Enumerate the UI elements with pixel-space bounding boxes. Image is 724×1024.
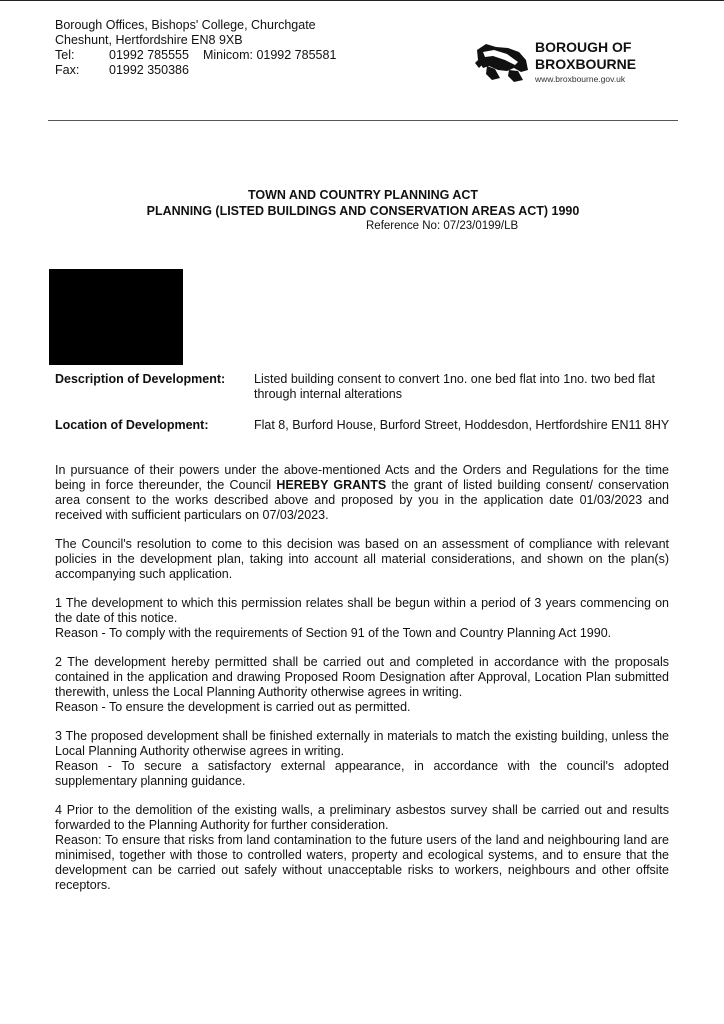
tel-label: Tel: bbox=[55, 48, 75, 62]
fax-value: 01992 350386 bbox=[109, 63, 189, 77]
borough-logo bbox=[474, 36, 674, 90]
condition-1 bbox=[55, 596, 669, 641]
address-line-2: Cheshunt, Hertfordshire EN8 9XB bbox=[55, 33, 243, 47]
fax-row bbox=[55, 63, 336, 78]
description-value: Listed building consent to convert 1no. one bed flat into 1no. two bed flat through internal alterations bbox=[254, 372, 655, 401]
minicom-value: 01992 785581 bbox=[256, 48, 337, 62]
tel-value: 01992 785555 bbox=[109, 48, 189, 62]
badger-logo-icon bbox=[474, 38, 530, 86]
condition-text: 2 The development hereby permitted shall be carried out and completed in accordance with the proposals contained in the application and drawing Proposed Room Designation after Approval, Location Plan submitted therewith, unless the Local Planning Authority otherwise agrees in writing. bbox=[55, 655, 669, 699]
condition-reason: Reason: To ensure that risks from land contamination to the future users of the land and neighbouring land are minimised, together with those to controlled waters, property and ecological systems, and to ensure that the development can be carried out safely without unacceptable risks to workers, neighbours and other offsite receptors. bbox=[55, 833, 669, 892]
hereby-grants-text: HEREBY GRANTS bbox=[276, 478, 387, 492]
borough-name-line-1: BOROUGH OF bbox=[535, 39, 632, 55]
condition-reason: Reason - To secure a satisfactory external appearance, in accordance with the council's adopted supplementary planning guidance. bbox=[55, 759, 669, 788]
condition-text: 3 The proposed development shall be finished externally in materials to match the existing building, unless the Local Planning Authority otherwise agrees in writing. bbox=[55, 729, 669, 758]
minicom-label: Minicom: bbox=[202, 48, 253, 62]
fax-label: Fax: bbox=[55, 63, 80, 77]
grant-paragraph bbox=[55, 463, 669, 523]
location-value: Flat 8, Burford House, Burford Street, Hoddesdon, Hertfordshire EN11 8HY bbox=[254, 418, 670, 432]
address-line-1: Borough Offices, Bishops' College, Churchgate bbox=[55, 18, 316, 32]
decision-body bbox=[55, 463, 669, 907]
condition-3 bbox=[55, 729, 669, 789]
council-address-block bbox=[55, 18, 336, 78]
resolution-paragraph: The Council's resolution to come to this decision was based on an assessment of compliance with relevant policies in the development plan, taking into account all material considerations, and shown on the plan(s) accompanying such application. bbox=[55, 537, 669, 581]
location-label: Location of Development: bbox=[55, 418, 209, 432]
borough-name-line-2: BROXBOURNE bbox=[535, 56, 637, 72]
act-heading bbox=[48, 187, 678, 219]
act-title-line-1: TOWN AND COUNTRY PLANNING ACT bbox=[247, 188, 479, 202]
condition-4 bbox=[55, 803, 669, 893]
reference-number: Reference No: 07/23/0199/LB bbox=[366, 220, 519, 232]
page-top-edge bbox=[0, 0, 724, 1]
condition-reason: Reason - To comply with the requirements of Section 91 of the Town and Country Planning Act 1990. bbox=[55, 626, 612, 640]
telephone-row bbox=[55, 48, 336, 63]
condition-2 bbox=[55, 655, 669, 715]
act-title-line-2: PLANNING (LISTED BUILDINGS AND CONSERVATION AREAS ACT) 1990 bbox=[146, 204, 580, 218]
grant-text-end: the grant of listed building consent/ conservation area consent to the works described above and proposed by you in the application date 01/03/2023 and received with sufficient particulars on 07/03/2023. bbox=[55, 478, 669, 522]
condition-text: 4 Prior to the demolition of the existing walls, a preliminary asbestos survey shall be carried out and results forwarded to the Planning Authority for further consideration. bbox=[55, 803, 669, 832]
borough-website: www.broxbourne.gov.uk bbox=[535, 74, 626, 84]
redacted-address-block bbox=[49, 269, 183, 365]
header-divider bbox=[48, 120, 678, 121]
grant-text-start: In pursuance of their powers under the above-mentioned Acts and the Orders and Regulations for the time being in force thereunder, the Council bbox=[55, 463, 669, 492]
borough-name bbox=[535, 39, 636, 73]
description-label: Description of Development: bbox=[55, 372, 226, 386]
condition-reason: Reason - To ensure the development is carried out as permitted. bbox=[55, 700, 411, 714]
condition-text: 1 The development to which this permission relates shall be begun within a period of 3 years commencing on the date of this notice. bbox=[55, 596, 669, 625]
